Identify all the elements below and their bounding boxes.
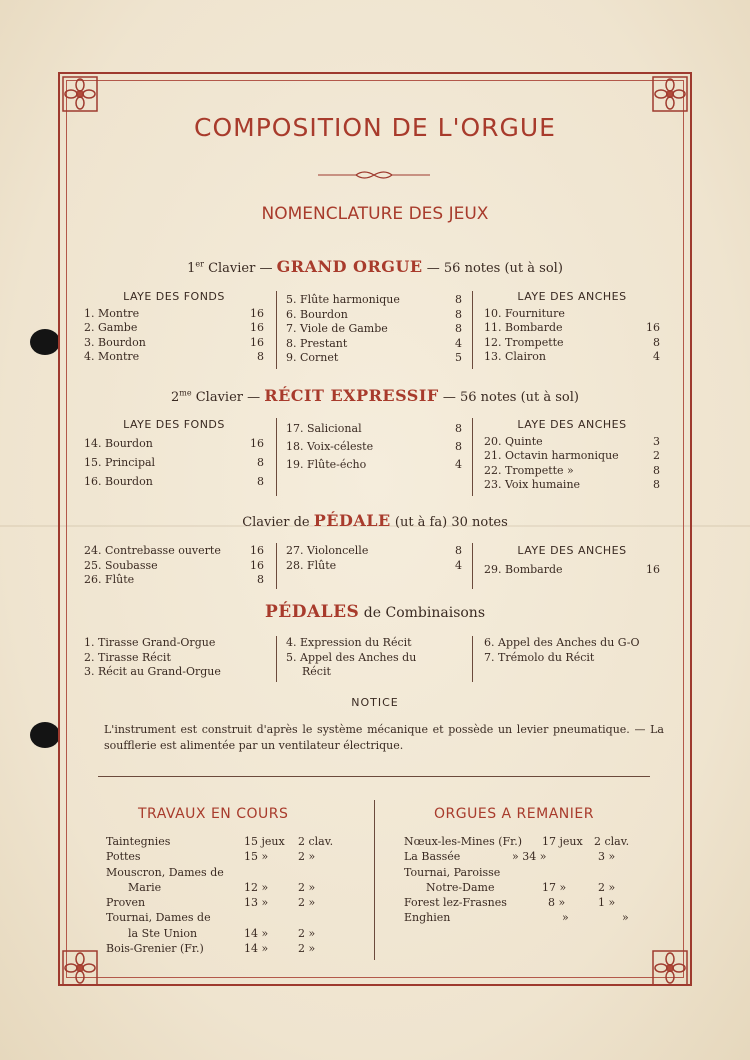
stop-row: 29. Bombarde 16 (484, 562, 660, 576)
comb-row: 1. Tirasse Grand-Orgue (84, 636, 216, 649)
list-item: Notre-Dame 17 » 2 » (426, 880, 616, 894)
comb-row: 2. Tirasse Récit (84, 650, 171, 664)
comb-row: 6. Appel des Anches du G-O (484, 636, 640, 649)
stop-row: 14. Bourdon 16 (84, 437, 264, 450)
corner-flower-icon (652, 76, 688, 112)
stop-row: 28. Flûte 4 (286, 558, 462, 572)
comb-column-2 (286, 636, 466, 680)
notice-text: L'instrument est construit d'après le système mécanique et possède un levier pneumatique. — La soufflerie est alimentée par un ventilateur électrique. (104, 723, 664, 752)
column-heading: LAYE DES FONDS (123, 418, 225, 431)
pedale-anches-column (484, 544, 660, 577)
stop-row: 26. Flûte 8 (84, 573, 264, 586)
stop-row: 22. Trompette » 8 (484, 463, 660, 477)
column-divider (276, 291, 277, 369)
list-item: la Ste Union 14 » 2 » (128, 926, 316, 940)
go-anches-column (484, 290, 660, 365)
list-item: Marie 12 » 2 » (128, 880, 316, 894)
combinaisons-heading: PÉDALES de Combinaisons (264, 602, 486, 622)
stop-row: 27. Violoncelle 8 (286, 544, 462, 557)
comb-row: 5. Appel des Anches du (286, 650, 417, 664)
stop-row: 25. Soubasse 16 (84, 558, 264, 572)
corner-flower-icon (62, 950, 98, 986)
stop-row: 16. Bourdon 8 (84, 475, 264, 488)
comb-row: 3. Récit au Grand-Orgue (84, 665, 221, 678)
column-divider (276, 636, 277, 682)
remanier-list (404, 834, 654, 926)
list-item: Bois-Grenier (Fr.) 14 » 2 » (106, 942, 316, 956)
list-item: Mouscron, Dames de (106, 865, 224, 879)
pedale-middle-column (286, 544, 462, 573)
column-divider (472, 418, 473, 496)
column-divider (276, 543, 277, 589)
stop-row: 6. Bourdon 8 (286, 307, 462, 321)
clavier-2-heading: $2^{me}$ Clavier — RÉCIT EXPRESSIF — 56 notes (ut à sol) (170, 386, 579, 405)
recit-fonds-column (84, 418, 264, 491)
clavier-3-heading: Clavier de PÉDALE (ut à fa) 30 notes (242, 511, 508, 530)
stop-row: 18. Voix-céleste 8 (286, 440, 462, 453)
page-title: COMPOSITION DE L'ORGUE (194, 113, 556, 142)
comb-row: 4. Expression du Récit (286, 636, 412, 649)
stop-row: 5. Flûte harmonique 8 (286, 293, 462, 306)
list-item: Tournai, Paroisse (404, 865, 501, 879)
column-heading: LAYE DES ANCHES (517, 290, 627, 303)
column-divider (472, 636, 473, 682)
comb-column-1 (84, 636, 270, 680)
stop-row: 10. Fourniture (484, 306, 565, 320)
list-item: Nœux-les-Mines (Fr.) 17 jeux 2 clav. (404, 835, 630, 848)
recit-middle-column (286, 420, 462, 474)
list-item: Enghien » » (404, 911, 629, 925)
go-middle-column (286, 293, 462, 366)
list-item: La Bassée » 34 » 3 » (404, 850, 616, 864)
column-heading: LAYE DES FONDS (123, 290, 225, 303)
corner-flower-icon (62, 76, 98, 112)
stop-row: 13. Clairon 4 (484, 350, 660, 363)
section-subtitle: NOMENCLATURE DES JEUX (261, 204, 489, 224)
stop-row: 21. Octavin harmonique 2 (484, 449, 660, 462)
stop-row: 19. Flûte-écho 4 (286, 458, 462, 471)
stop-row: 20. Quinte 3 (484, 434, 660, 448)
recit-anches-column (484, 418, 660, 493)
stop-row: 24. Contrebasse ouverte 16 (84, 544, 264, 557)
list-item: Tournai, Dames de (106, 911, 211, 925)
travaux-heading: TRAVAUX EN COURS (138, 806, 289, 822)
stop-row: 11. Bombarde 16 (484, 321, 660, 334)
comb-row: 7. Trémolo du Récit (484, 650, 595, 664)
stop-row: 8. Prestant 4 (286, 336, 462, 350)
stop-row: 2. Gambe 16 (84, 321, 264, 334)
column-heading: LAYE DES ANCHES (517, 418, 627, 431)
punch-hole-top (30, 329, 60, 355)
column-divider (472, 291, 473, 369)
punch-hole-bottom (30, 722, 60, 748)
divider-ornament-icon (318, 169, 430, 181)
column-divider (472, 543, 473, 589)
remanier-heading: ORGUES A REMANIER (434, 806, 594, 822)
list-item: Pottes 15 » 2 » (106, 850, 316, 864)
comb-row: Récit (302, 665, 331, 678)
stop-row: 7. Viole de Gambe 8 (286, 322, 462, 335)
pedale-left-column (84, 544, 264, 588)
stop-row: 17. Salicional 8 (286, 422, 462, 435)
stop-row: 1. Montre 16 (84, 306, 264, 320)
stop-row: 23. Voix humaine 8 (484, 478, 660, 491)
column-heading: LAYE DES ANCHES (517, 544, 627, 557)
go-fonds-column (84, 290, 264, 365)
list-item: Taintegnies 15 jeux 2 clav. (106, 835, 334, 848)
clavier-1-heading: 1er Clavier — GRAND ORGUE — 56 notes (ut à sol) (187, 257, 563, 276)
corner-flower-icon (652, 950, 688, 986)
list-item: Proven 13 » 2 » (106, 896, 316, 910)
stop-row: 9. Cornet 5 (286, 351, 462, 364)
stop-row: 4. Montre 8 (84, 350, 264, 363)
stop-row: 12. Trompette 8 (484, 335, 660, 349)
horizontal-divider (98, 776, 650, 777)
notice-heading: NOTICE (351, 696, 399, 709)
column-divider (374, 800, 375, 960)
list-item: Forest lez-Frasnes 8 » 1 » (404, 896, 616, 910)
comb-column-3 (484, 636, 670, 665)
stop-row: 15. Principal 8 (84, 456, 264, 469)
travaux-list (106, 834, 356, 956)
column-divider (276, 418, 277, 496)
stop-row: 3. Bourdon 16 (84, 335, 264, 349)
